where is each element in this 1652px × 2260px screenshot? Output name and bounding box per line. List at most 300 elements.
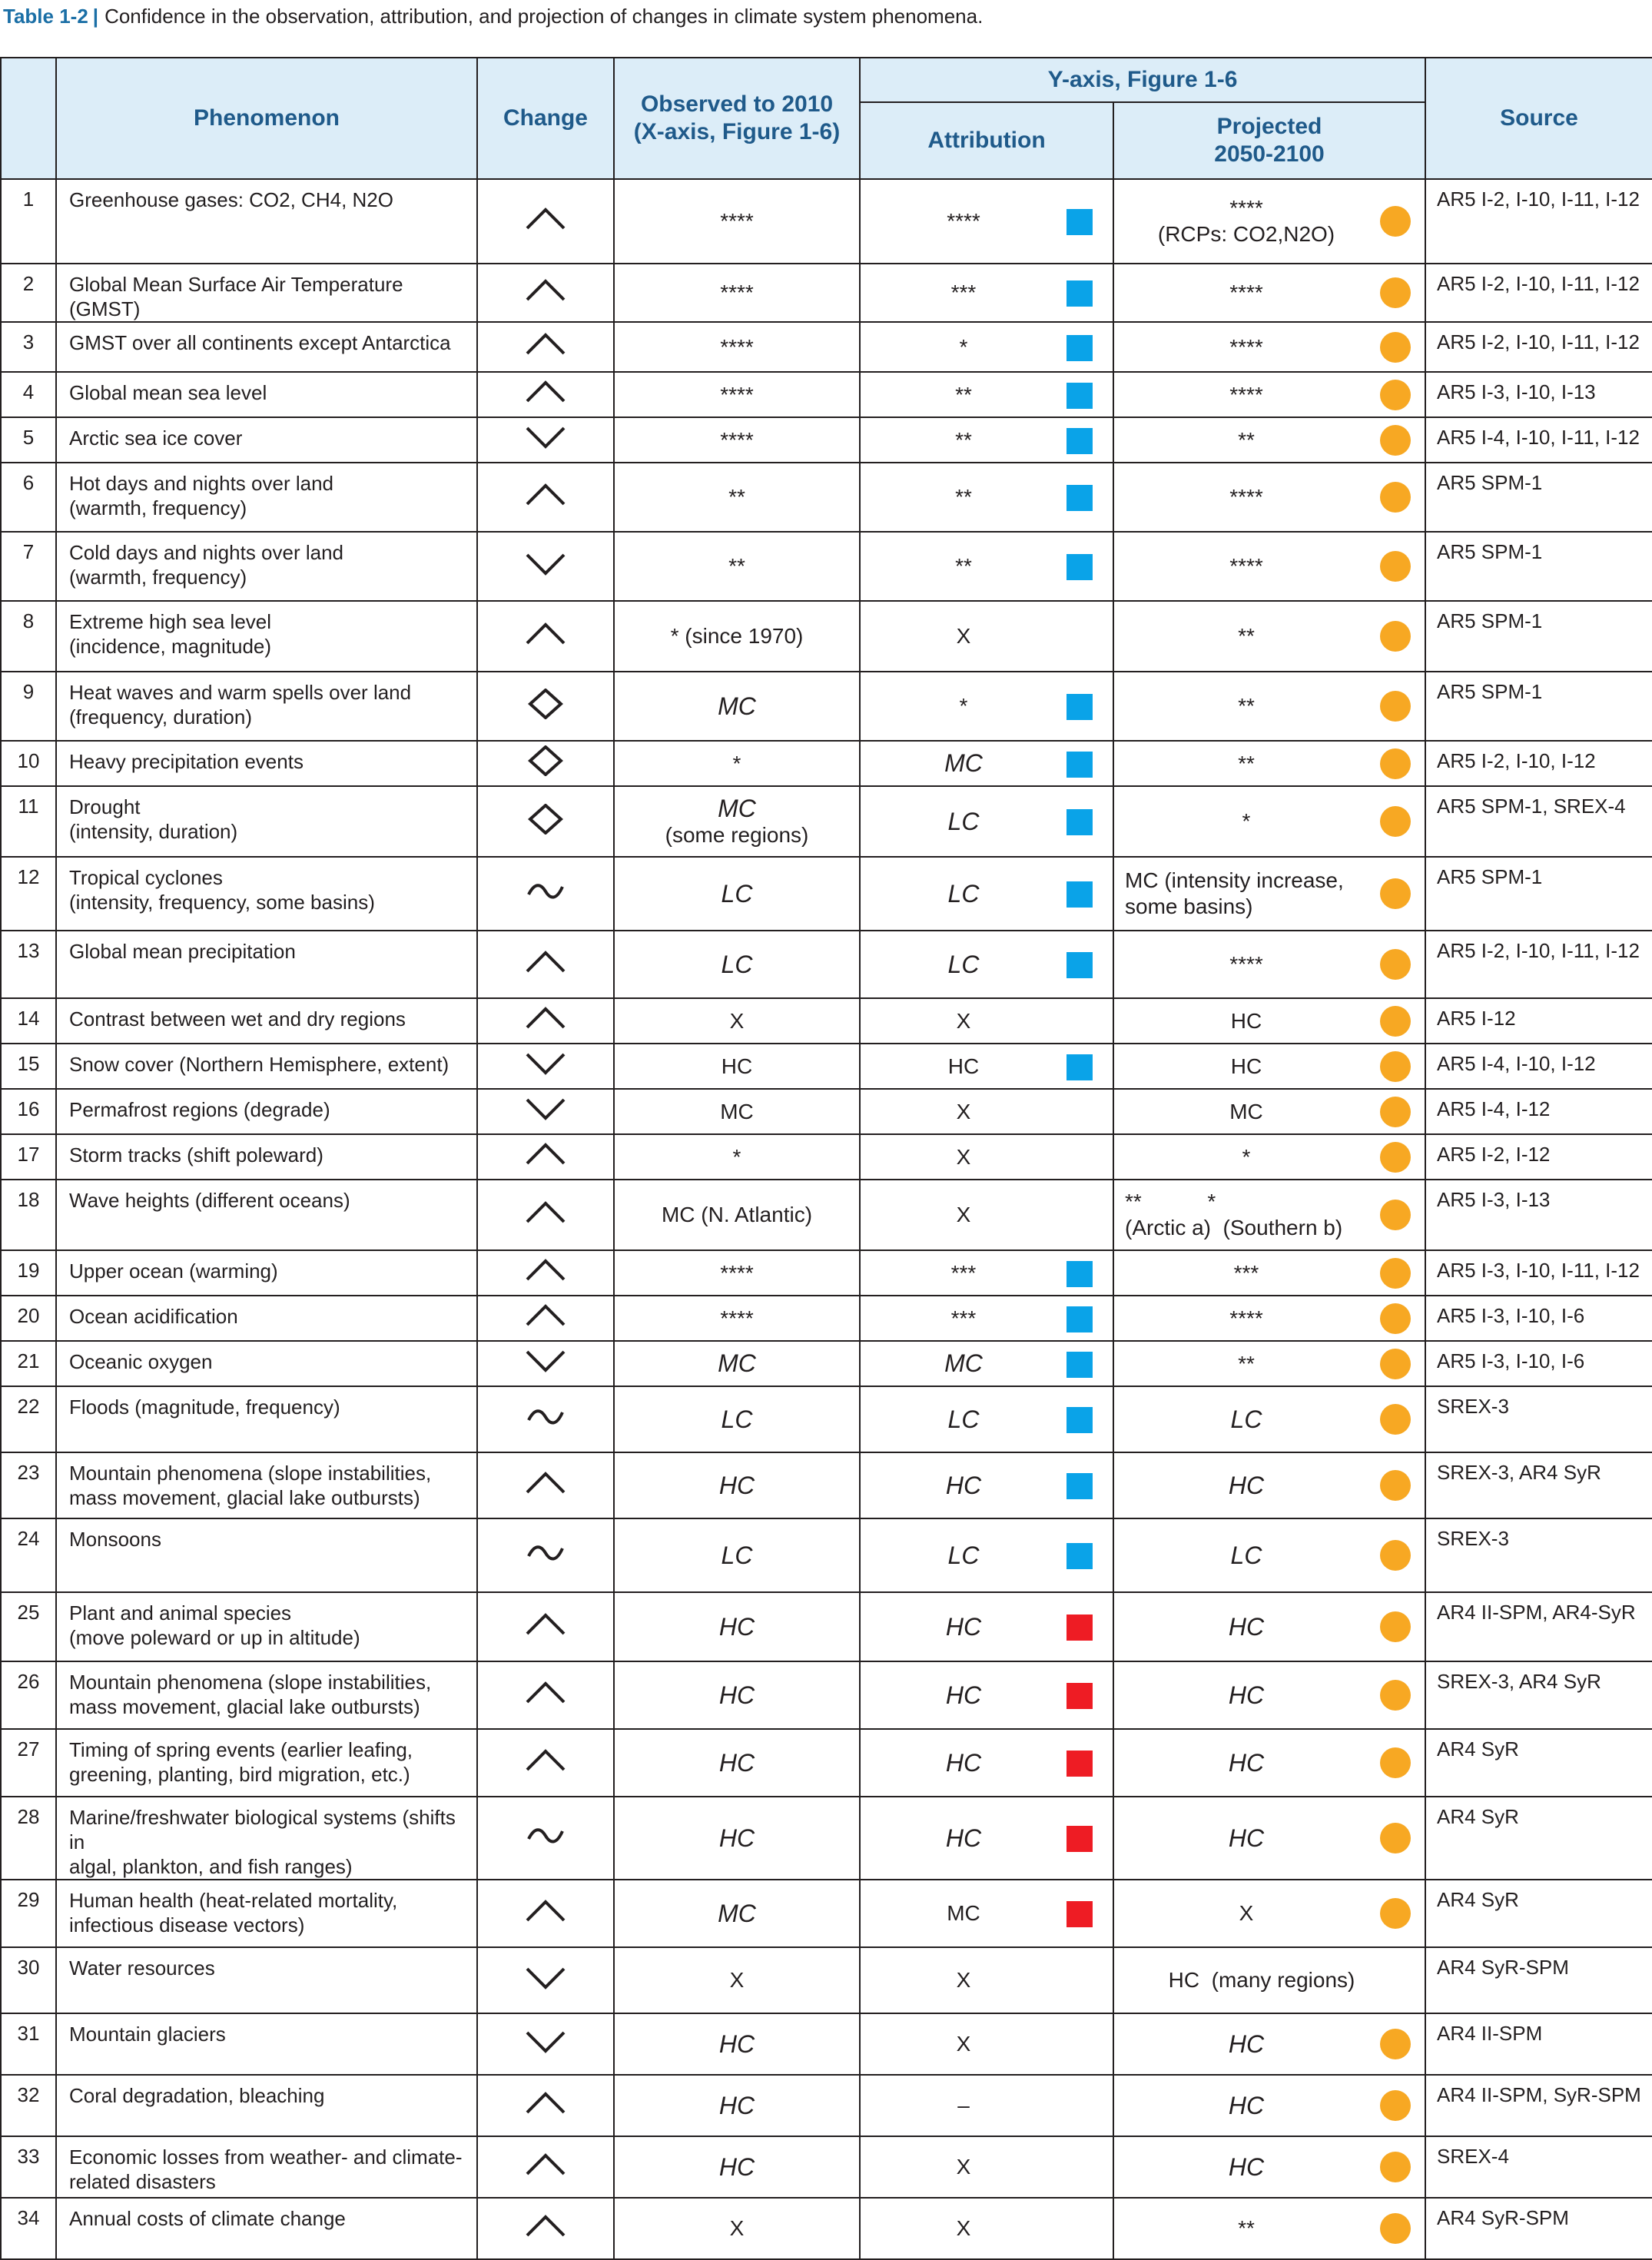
observed-value: **** <box>720 382 754 407</box>
phenomenon-text: Greenhouse gases: CO2, CH4, N2O <box>69 188 393 211</box>
row-number: 4 <box>1 372 56 417</box>
source-cell: AR5 I-2, I-10, I-12 <box>1425 741 1652 786</box>
attribution-value: ** <box>955 382 972 407</box>
projected-cell <box>1113 463 1425 532</box>
attribution-cell <box>860 2013 1113 2075</box>
attribution-cell <box>860 1089 1113 1134</box>
observed-cell <box>614 1729 860 1797</box>
phenomenon-cell <box>56 1296 477 1341</box>
attribution-cell <box>860 601 1113 672</box>
phenomenon-text: Wave heights (different oceans) <box>69 1189 350 1212</box>
blue-square-marker <box>1067 1054 1093 1080</box>
attribution-value: **** <box>947 209 980 233</box>
phenomenon-cell <box>56 179 477 264</box>
projected-cell <box>1113 1518 1425 1592</box>
change-cell <box>477 532 614 601</box>
change-cell <box>477 857 614 931</box>
table-row <box>1 601 1652 672</box>
row-number: 28 <box>1 1797 56 1880</box>
table-row <box>1 1296 1652 1341</box>
observed-cell <box>614 2013 860 2075</box>
projected-value: **** <box>1229 952 1263 976</box>
row-number: 26 <box>1 1661 56 1729</box>
attribution-cell <box>860 532 1113 601</box>
row-number: 7 <box>1 532 56 601</box>
header-source: Source <box>1425 58 1652 179</box>
table-row <box>1 463 1652 532</box>
phenomenon-cell <box>56 2075 477 2136</box>
observed-cell <box>614 1386 860 1452</box>
table-row <box>1 372 1652 417</box>
observed-cell <box>614 1089 860 1134</box>
projected-value: (Arctic a) (Southern b) <box>1125 1216 1343 1240</box>
source-cell: AR5 SPM-1 <box>1425 672 1652 741</box>
observed-value: HC <box>718 1612 755 1641</box>
phenomenon-text: (incidence, magnitude) <box>69 635 272 658</box>
observed-value: LC <box>721 879 753 908</box>
projected-cell <box>1113 1661 1425 1729</box>
phenomenon-text: Upper ocean (warming) <box>69 1259 278 1283</box>
projected-cell <box>1113 1134 1425 1180</box>
orange-circle-marker <box>1380 206 1411 237</box>
attribution-value: * <box>959 334 968 359</box>
row-number: 9 <box>1 672 56 741</box>
observed-cell <box>614 372 860 417</box>
observed-value: HC <box>718 2091 755 2119</box>
row-number: 11 <box>1 786 56 857</box>
projected-cell <box>1113 1296 1425 1341</box>
phenomenon-text: Tropical cyclones <box>69 866 223 889</box>
row-number: 30 <box>1 1947 56 2013</box>
change-cell <box>477 2075 614 2136</box>
attribution-value: HC <box>945 1681 982 1709</box>
table-row <box>1 1729 1652 1797</box>
chevron-down-icon <box>524 1963 567 1993</box>
attribution-value: *** <box>950 1306 977 1330</box>
orange-circle-marker <box>1380 482 1411 513</box>
phenomenon-text: Coral degradation, bleaching <box>69 2084 325 2107</box>
attribution-value: HC <box>947 1054 980 1078</box>
attribution-value: X <box>956 1144 971 1169</box>
change-cell <box>477 1880 614 1947</box>
observed-value: ** <box>728 554 745 578</box>
attribution-cell <box>860 1134 1113 1180</box>
phenomenon-cell <box>56 532 477 601</box>
observed-value: HC <box>718 1748 755 1777</box>
header-observed <box>614 58 860 179</box>
chevron-up-icon <box>524 1139 567 1170</box>
chevron-up-icon <box>524 1300 567 1331</box>
tilde-icon <box>524 1538 567 1568</box>
change-cell <box>477 1386 614 1452</box>
chevron-down-icon <box>524 2026 567 2057</box>
source-cell: AR5 SPM-1, SREX-4 <box>1425 786 1652 857</box>
blue-square-marker <box>1067 485 1093 511</box>
phenomenon-text: Mountain glaciers <box>69 2023 226 2046</box>
blue-square-marker <box>1067 809 1093 835</box>
table-row <box>1 1089 1652 1134</box>
observed-value: **** <box>720 280 754 304</box>
chevron-up-icon <box>524 1468 567 1498</box>
orange-circle-marker <box>1380 551 1411 582</box>
phenomenon-text: Timing of spring events (earlier leafing, <box>69 1738 413 1761</box>
observed-cell <box>614 672 860 741</box>
phenomenon-text: Contrast between wet and dry regions <box>69 1007 406 1030</box>
attribution-cell <box>860 463 1113 532</box>
projected-cell <box>1113 264 1425 322</box>
change-cell <box>477 322 614 372</box>
projected-cell <box>1113 1880 1425 1947</box>
orange-circle-marker <box>1380 425 1411 456</box>
source-cell: AR5 I-3, I-10, I-13 <box>1425 372 1652 417</box>
projected-cell <box>1113 1089 1425 1134</box>
projected-value: HC <box>1230 1008 1262 1033</box>
observed-value: HC <box>718 1824 755 1852</box>
attribution-cell <box>860 1880 1113 1947</box>
chevron-down-icon <box>524 1093 567 1124</box>
table-row <box>1 1661 1652 1729</box>
projected-cell <box>1113 417 1425 463</box>
change-cell <box>477 1452 614 1518</box>
chevron-up-icon <box>524 1255 567 1286</box>
phenomenon-text: Mountain phenomena (slope instabilities, <box>69 1671 432 1694</box>
row-number: 29 <box>1 1880 56 1947</box>
chevron-up-icon <box>524 947 567 977</box>
phenomenon-text: Global mean precipitation <box>69 940 296 963</box>
observed-cell <box>614 931 860 998</box>
row-number: 8 <box>1 601 56 672</box>
blue-square-marker <box>1067 881 1093 908</box>
source-cell: AR5 I-4, I-10, I-11, I-12 <box>1425 417 1652 463</box>
observed-cell <box>614 1250 860 1296</box>
row-number: 31 <box>1 2013 56 2075</box>
phenomenon-cell <box>56 1947 477 2013</box>
projected-cell <box>1113 1250 1425 1296</box>
change-cell <box>477 1797 614 1880</box>
attribution-cell <box>860 857 1113 931</box>
source-cell: AR5 I-4, I-12 <box>1425 1089 1652 1134</box>
phenomenon-text: greening, planting, bird migration, etc.) <box>69 1763 410 1786</box>
table-row <box>1 532 1652 601</box>
table-caption <box>3 0 983 32</box>
observed-cell <box>614 417 860 463</box>
chevron-down-icon <box>524 549 567 579</box>
row-number: 22 <box>1 1386 56 1452</box>
source-cell: SREX-3 <box>1425 1386 1652 1452</box>
header-projected <box>1113 102 1425 179</box>
orange-circle-marker <box>1380 1747 1411 1778</box>
source-cell: AR4 II-SPM <box>1425 2013 1652 2075</box>
row-number: 18 <box>1 1180 56 1250</box>
row-number: 27 <box>1 1729 56 1797</box>
attribution-value: HC <box>945 1748 982 1777</box>
table-row <box>1 1797 1652 1880</box>
attribution-cell <box>860 931 1113 998</box>
observed-cell <box>614 2198 860 2259</box>
projected-cell <box>1113 2136 1425 2198</box>
orange-circle-marker <box>1380 1258 1411 1289</box>
projected-value: ** <box>1238 694 1255 718</box>
phenomenon-text: Annual costs of climate change <box>69 2207 346 2230</box>
observed-cell <box>614 1592 860 1661</box>
attribution-cell <box>860 1341 1113 1386</box>
table-body <box>1 179 1652 2259</box>
blue-square-marker <box>1067 694 1093 720</box>
observed-cell <box>614 857 860 931</box>
source-cell: AR5 I-3, I-10, I-6 <box>1425 1296 1652 1341</box>
change-cell <box>477 1089 614 1134</box>
observed-cell <box>614 786 860 857</box>
table-row <box>1 998 1652 1044</box>
observed-cell <box>614 1452 860 1518</box>
projected-cell <box>1113 322 1425 372</box>
projected-value: **** <box>1229 485 1263 509</box>
attribution-value: HC <box>945 1612 982 1641</box>
phenomenon-text: Storm tracks (shift poleward) <box>69 1143 323 1167</box>
source-cell: AR5 SPM-1 <box>1425 857 1652 931</box>
attribution-value: X <box>956 1968 971 1992</box>
change-cell <box>477 931 614 998</box>
change-cell <box>477 1044 614 1089</box>
table-row <box>1 417 1652 463</box>
phenomenon-text: algal, plankton, and fish ranges) <box>69 1855 353 1878</box>
phenomenon-text: Water resources <box>69 1956 215 1980</box>
change-cell <box>477 1947 614 2013</box>
observed-cell <box>614 1518 860 1592</box>
attribution-cell <box>860 1250 1113 1296</box>
phenomenon-text: Monsoons <box>69 1528 161 1551</box>
projected-cell <box>1113 672 1425 741</box>
header-phenomenon: Phenomenon <box>56 58 477 179</box>
attribution-value: LC <box>947 950 980 978</box>
projected-cell <box>1113 1044 1425 1089</box>
orange-circle-marker <box>1380 878 1411 909</box>
attribution-value: X <box>956 2032 971 2056</box>
orange-circle-marker <box>1380 277 1411 308</box>
phenomenon-text: related disasters <box>69 2170 216 2193</box>
projected-value: HC <box>1228 2091 1265 2119</box>
phenomenon-cell <box>56 931 477 998</box>
phenomenon-cell <box>56 2198 477 2259</box>
phenomenon-cell <box>56 1386 477 1452</box>
projected-cell <box>1113 372 1425 417</box>
orange-circle-marker <box>1380 1404 1411 1435</box>
attribution-value: X <box>956 624 971 648</box>
projected-cell <box>1113 2013 1425 2075</box>
row-number: 24 <box>1 1518 56 1592</box>
attribution-value: X <box>956 1099 971 1123</box>
observed-value: MC <box>720 1099 754 1123</box>
projected-value: ** <box>1238 2216 1255 2240</box>
source-cell: AR5 I-2, I-10, I-11, I-12 <box>1425 264 1652 322</box>
attribution-cell <box>860 786 1113 857</box>
chevron-up-icon <box>524 275 567 306</box>
projected-cell <box>1113 1592 1425 1661</box>
source-cell: AR5 I-12 <box>1425 998 1652 1044</box>
attribution-cell <box>860 741 1113 786</box>
projected-cell <box>1113 857 1425 931</box>
change-cell <box>477 417 614 463</box>
phenomenon-cell <box>56 1592 477 1661</box>
phenomenon-cell <box>56 372 477 417</box>
projected-value: HC <box>1228 1748 1265 1777</box>
projected-cell <box>1113 786 1425 857</box>
source-cell: AR5 SPM-1 <box>1425 463 1652 532</box>
change-cell <box>477 601 614 672</box>
table-row <box>1 1250 1652 1296</box>
observed-cell <box>614 1296 860 1341</box>
change-cell <box>477 463 614 532</box>
table-row <box>1 1592 1652 1661</box>
chevron-down-icon <box>524 422 567 453</box>
chevron-up-icon <box>524 1896 567 1926</box>
phenomenon-text: Permafrost regions (degrade) <box>69 1098 330 1121</box>
observed-cell <box>614 1797 860 1880</box>
source-cell: AR5 SPM-1 <box>1425 532 1652 601</box>
table-row <box>1 179 1652 264</box>
observed-cell <box>614 1180 860 1250</box>
phenomenon-text: Economic losses from weather- and climate- <box>69 2146 463 2169</box>
observed-value: LC <box>721 1405 753 1433</box>
phenomenon-text: Ocean acidification <box>69 1305 238 1328</box>
phenomenon-text: (intensity, frequency, some basins) <box>69 891 375 914</box>
source-cell: SREX-4 <box>1425 2136 1652 2198</box>
observed-cell <box>614 264 860 322</box>
chevron-up-icon <box>524 2211 567 2242</box>
observed-value: MC (N. Atlantic) <box>661 1203 813 1226</box>
projected-value: ** * <box>1125 1190 1216 1213</box>
observed-value: * <box>732 751 741 775</box>
row-number: 2 <box>1 264 56 322</box>
phenomenon-text: Extreme high sea level <box>69 610 272 633</box>
observed-cell <box>614 1661 860 1729</box>
phenomenon-cell <box>56 417 477 463</box>
projected-value: **** <box>1229 554 1263 578</box>
observed-cell <box>614 322 860 372</box>
observed-value: LC <box>721 950 753 978</box>
attribution-cell <box>860 1729 1113 1797</box>
attribution-cell <box>860 1452 1113 1518</box>
attribution-cell <box>860 417 1113 463</box>
diamond-icon <box>524 745 567 776</box>
table-row <box>1 1518 1652 1592</box>
phenomenon-text: Drought <box>69 795 141 818</box>
chevron-up-icon <box>524 329 567 360</box>
orange-circle-marker <box>1380 2213 1411 2244</box>
blue-square-marker <box>1067 383 1093 409</box>
phenomenon-cell <box>56 322 477 372</box>
orange-circle-marker <box>1380 1051 1411 1082</box>
projected-value: HC <box>1228 1612 1265 1641</box>
blue-square-marker <box>1067 335 1093 361</box>
phenomenon-text: Marine/freshwater biological systems (shifts in <box>69 1806 456 1853</box>
header-number <box>1 58 56 179</box>
attribution-value: X <box>956 2155 971 2179</box>
observed-value: HC <box>718 1681 755 1709</box>
observed-value: * (since 1970) <box>670 624 804 648</box>
attribution-cell <box>860 1180 1113 1250</box>
chevron-up-icon <box>524 1003 567 1034</box>
orange-circle-marker <box>1380 332 1411 363</box>
blue-square-marker <box>1067 428 1093 454</box>
observed-value: HC <box>718 1471 755 1499</box>
projected-value: **** <box>1229 334 1263 359</box>
row-number: 32 <box>1 2075 56 2136</box>
observed-value: MC <box>718 1349 756 1377</box>
red-square-marker <box>1067 1901 1093 1927</box>
observed-cell <box>614 1134 860 1180</box>
observed-value: X <box>729 1968 745 1992</box>
projected-value: ** <box>1238 427 1255 452</box>
attribution-cell <box>860 1386 1113 1452</box>
chevron-up-icon <box>524 2149 567 2180</box>
orange-circle-marker <box>1380 806 1411 837</box>
phenomenon-text: (frequency, duration) <box>69 705 252 728</box>
source-cell: AR5 I-2, I-10, I-11, I-12 <box>1425 179 1652 264</box>
phenomenon-text: Global mean sea level <box>69 381 267 404</box>
observed-value: ** <box>728 485 745 509</box>
observed-cell <box>614 601 860 672</box>
chevron-up-icon <box>524 1745 567 1776</box>
observed-cell <box>614 1341 860 1386</box>
orange-circle-marker <box>1380 1611 1411 1642</box>
header-projected-line1: Projected <box>1216 114 1322 139</box>
phenomenon-cell <box>56 1880 477 1947</box>
blue-square-marker <box>1067 280 1093 307</box>
attribution-value: LC <box>947 807 980 835</box>
attribution-value: X <box>956 1008 971 1033</box>
attribution-value: MC <box>947 1901 980 1925</box>
attribution-cell <box>860 1296 1113 1341</box>
observed-value: * <box>732 1144 741 1169</box>
projected-value: LC <box>1230 1405 1262 1433</box>
phenomenon-text: Heat waves and warm spells over land <box>69 681 412 704</box>
projected-value: X <box>1239 1901 1254 1925</box>
source-cell: SREX-3 <box>1425 1518 1652 1592</box>
phenomenon-text: Plant and animal species <box>69 1601 292 1624</box>
attribution-cell <box>860 1797 1113 1880</box>
change-cell <box>477 1296 614 1341</box>
projected-value: * <box>1242 1144 1251 1169</box>
phenomenon-cell <box>56 1180 477 1250</box>
orange-circle-marker <box>1380 2029 1411 2059</box>
phenomenon-text: Oceanic oxygen <box>69 1350 213 1373</box>
attribution-cell <box>860 372 1113 417</box>
header-observed-line1: Observed to 2010 <box>640 91 834 117</box>
change-cell <box>477 1180 614 1250</box>
attribution-cell <box>860 264 1113 322</box>
header-change: Change <box>477 58 614 179</box>
table-row <box>1 2136 1652 2198</box>
source-cell: AR5 I-3, I-13 <box>1425 1180 1652 1250</box>
phenomenon-cell <box>56 1089 477 1134</box>
phenomenon-text: Floods (magnitude, frequency) <box>69 1395 340 1419</box>
projected-value: ** <box>1238 751 1255 775</box>
observed-value: LC <box>721 1541 753 1569</box>
projected-cell <box>1113 931 1425 998</box>
projected-value: MC (intensity increase, <box>1125 868 1344 892</box>
orange-circle-marker <box>1380 1142 1411 1173</box>
phenomenon-cell <box>56 463 477 532</box>
attribution-value: LC <box>947 879 980 908</box>
attribution-cell <box>860 998 1113 1044</box>
attribution-value: ** <box>955 427 972 452</box>
attribution-cell <box>860 179 1113 264</box>
table-number: Table 1-2 <box>3 5 88 28</box>
projected-value: HC (many regions) <box>1168 1968 1355 1992</box>
projected-cell <box>1113 2198 1425 2259</box>
projected-value: MC <box>1229 1099 1263 1123</box>
